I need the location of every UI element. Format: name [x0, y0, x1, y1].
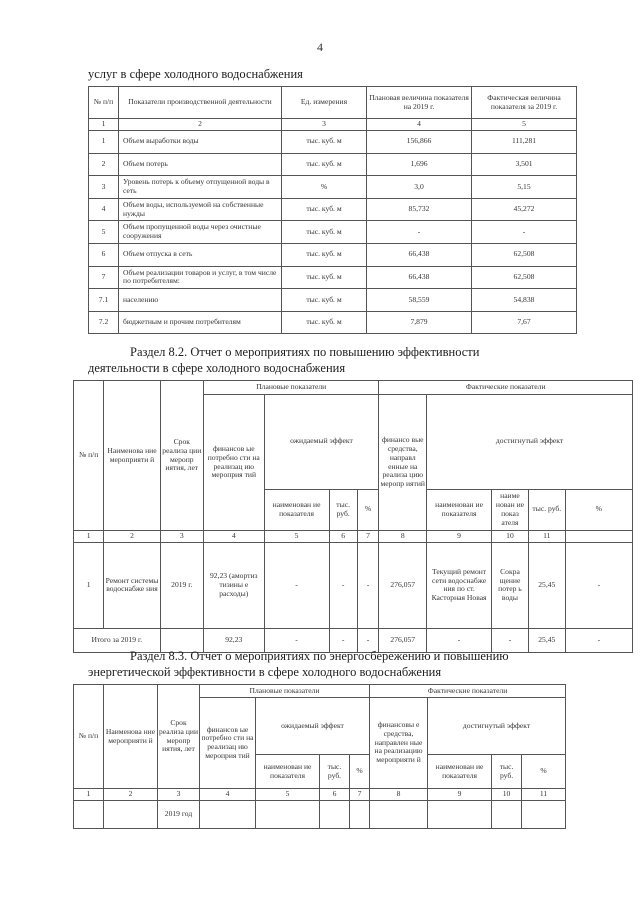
effect-unit-header: тыс. руб.: [320, 755, 350, 789]
section2-heading-line1: Раздел 8.2. Отчет о мероприятиях по повышению эффективности: [130, 345, 480, 359]
row-cell: [320, 800, 350, 828]
efficiency-measures-table: [73, 380, 633, 653]
row-effect-name: -: [264, 542, 329, 628]
row-number: 1: [89, 131, 119, 154]
column-number: 10: [492, 789, 522, 801]
total-fact-finance: 276,057: [379, 628, 427, 652]
section3-heading-line2: энергетической эффективности в сфере холодного водоснабжения: [88, 665, 442, 679]
row-plan: 66,438: [367, 266, 472, 289]
column-number: 3: [282, 119, 367, 131]
row-number: [74, 800, 104, 828]
achieved-unit-header: тыс. руб.: [492, 755, 522, 789]
column-number: 1: [74, 531, 104, 543]
col-term-header: Срок реализа ции меропр иятия, лет: [160, 381, 203, 531]
achieved-name-header: наименован ие показателя: [427, 489, 492, 530]
column-number: 1: [74, 789, 104, 801]
table-row: [89, 131, 577, 154]
column-number: 2: [119, 119, 282, 131]
column-number: 11: [528, 531, 565, 543]
column-number: 5: [264, 531, 329, 543]
row-unit: тыс. куб. м: [282, 266, 367, 289]
row-plan: 66,438: [367, 243, 472, 266]
row-number: 3: [89, 176, 119, 199]
row-cell: [492, 800, 522, 828]
row-number: 2: [89, 153, 119, 176]
production-indicators-table: [88, 86, 577, 334]
row-fact: 45,272: [472, 198, 577, 221]
row-cell: [522, 800, 566, 828]
effect-pct-header: %: [357, 489, 379, 530]
expected-effect-header: ожидаемый эффект: [264, 395, 379, 490]
row-name: Уровень потерь к объему отпущенной воды в сеть: [119, 176, 282, 199]
row-name: Объем воды, используемой на собственные нужды: [119, 198, 282, 221]
energy-saving-table: [73, 684, 566, 829]
achieved-unit-header: тыс. руб.: [528, 489, 565, 530]
row-number: 5: [89, 221, 119, 244]
row-fact: -: [472, 221, 577, 244]
effect-name-header: наименован ие показателя: [264, 489, 329, 530]
row-unit: %: [282, 176, 367, 199]
row-unit: тыс. куб. м: [282, 153, 367, 176]
row-name: Объем потерь: [119, 153, 282, 176]
column-number: 7: [357, 531, 379, 543]
table-row: [89, 289, 577, 312]
col-number-header: № п/п: [74, 381, 104, 531]
row-unit: тыс. куб. м: [282, 198, 367, 221]
column-number: 8: [379, 531, 427, 543]
row-cell: [428, 800, 492, 828]
total-effect-pct: -: [357, 628, 379, 652]
column-number: 7: [350, 789, 370, 801]
fact-finance-header: финансо вые средства, направл енные на реализа цию меропр иятий: [379, 395, 427, 531]
column-number: 2: [104, 531, 160, 543]
row-plan: 156,866: [367, 131, 472, 154]
row-unit: тыс. куб. м: [282, 131, 367, 154]
row-fact: 62,508: [472, 266, 577, 289]
row-name: Объем выработки воды: [119, 131, 282, 154]
row-plan: 85,732: [367, 198, 472, 221]
total-achieved-unit: 25,45: [528, 628, 565, 652]
actual-header: Фактические показатели: [370, 685, 566, 698]
achieved-natural-header: наиме нован ие показ ателя: [492, 489, 529, 530]
table-row: [89, 243, 577, 266]
page-number: 4: [317, 40, 323, 54]
header-cell: № п/п: [89, 87, 119, 119]
column-number: 9: [428, 789, 492, 801]
column-number: 5: [256, 789, 320, 801]
total-achieved-name: -: [427, 628, 492, 652]
total-achieved-natural: -: [492, 628, 529, 652]
row-plan: 1,696: [367, 153, 472, 176]
row-cell: [350, 800, 370, 828]
planned-header: Плановые показатели: [200, 685, 370, 698]
row-unit: тыс. куб. м: [282, 221, 367, 244]
column-number: 4: [200, 789, 256, 801]
table-row: [89, 176, 577, 199]
table-row: [89, 153, 577, 176]
expected-effect-header: ожидаемый эффект: [256, 698, 370, 755]
table-row: [89, 266, 577, 289]
row-fact: 111,281: [472, 131, 577, 154]
row-name: Ремонт системы водоснабже ния: [104, 542, 160, 628]
column-number: 6: [329, 531, 357, 543]
table-header-row: [89, 87, 577, 119]
total-effect-unit: -: [329, 628, 357, 652]
achieved-effect-header: достигнутый эффект: [427, 395, 633, 490]
table-row: [89, 311, 577, 334]
column-numbering-row: [74, 789, 566, 801]
row-plan-finance: 92,23 (амортиз тизины е расходы): [203, 542, 264, 628]
effect-unit-header: тыс. руб.: [329, 489, 357, 530]
row-name: Объем реализации товаров и услуг, в том числе по потребителям:: [119, 266, 282, 289]
row-fact: 7,67: [472, 311, 577, 334]
col-term-header: Срок реализа ции меропр иятия, лет: [158, 685, 200, 789]
planned-header: Плановые показатели: [203, 381, 378, 395]
row-unit: тыс. куб. м: [282, 243, 367, 266]
effect-name-header: наименован ие показателя: [256, 755, 320, 789]
fact-finance-header: финансовы е средства, направлен ные на реализацию мероприяти й: [370, 698, 428, 789]
row-name: бюджетным и прочим потребителям: [119, 311, 282, 334]
row-achieved-pct: -: [565, 542, 632, 628]
row-fact: 62,508: [472, 243, 577, 266]
row-plan: 3,0: [367, 176, 472, 199]
column-number: 1: [89, 119, 119, 131]
col-name-header: Наименова ние мероприяти й: [104, 685, 158, 789]
row-number: 1: [74, 542, 104, 628]
column-number: 3: [160, 531, 203, 543]
section1-heading: услуг в сфере холодного водоснабжения: [88, 67, 303, 81]
row-name: населению: [119, 289, 282, 312]
column-number: 11: [522, 789, 566, 801]
table-row: [89, 221, 577, 244]
row-plan: 58,559: [367, 289, 472, 312]
header-cell: Плановая величина показателя на 2019 г.: [367, 87, 472, 119]
total-effect-name: -: [264, 628, 329, 652]
header-cell: Показатели производственной деятельности: [119, 87, 282, 119]
row-number: 7.2: [89, 311, 119, 334]
column-number: 4: [367, 119, 472, 131]
column-numbering-row: [74, 531, 633, 543]
achieved-pct-header: %: [522, 755, 566, 789]
column-number: [565, 531, 632, 543]
row-fact: 3,501: [472, 153, 577, 176]
total-label: Итого за 2019 г.: [74, 628, 161, 652]
section3-heading-line1: Раздел 8.3. Отчет о мероприятиях по энергосбережению и повышению: [130, 649, 509, 663]
row-fact: 54,838: [472, 289, 577, 312]
actual-header: Фактические показатели: [379, 381, 633, 395]
total-achieved-pct: -: [565, 628, 632, 652]
row-fact: 5,15: [472, 176, 577, 199]
row-number: 7.1: [89, 289, 119, 312]
column-number: 3: [158, 789, 200, 801]
row-name: Объем отпуска в сеть: [119, 243, 282, 266]
row-plan: -: [367, 221, 472, 244]
table-body: [89, 131, 577, 334]
row-fact-finance: 276,057: [379, 542, 427, 628]
row-cell: [256, 800, 320, 828]
col-number-header: № п/п: [74, 685, 104, 789]
row-term: 2019 год: [158, 800, 200, 828]
row-effect-unit: -: [329, 542, 357, 628]
row-unit: тыс. куб. м: [282, 289, 367, 312]
column-number: 5: [472, 119, 577, 131]
table-row: [74, 542, 633, 628]
effect-pct-header: %: [350, 755, 370, 789]
row-name: Объем пропущенной воды через очистные сооружения: [119, 221, 282, 244]
column-number: 8: [370, 789, 428, 801]
row-effect-pct: -: [357, 542, 379, 628]
row-name: [104, 800, 158, 828]
row-number: 6: [89, 243, 119, 266]
row-plan: 7,879: [367, 311, 472, 334]
plan-finance-header: финансов ые потребно сти на реализац ию мероприя тий: [203, 395, 264, 531]
column-number: 2: [104, 789, 158, 801]
plan-finance-header: финансов ые потребно сти на реализац ию мероприя тий: [200, 698, 256, 789]
row-cell: [200, 800, 256, 828]
table-row: [74, 800, 566, 828]
row-unit: тыс. куб. м: [282, 311, 367, 334]
row-achieved-name: Текущий ремонт сети водоснабже ния по ст. Касторная Новая: [427, 542, 492, 628]
total-plan-finance: 92,23: [203, 628, 264, 652]
section2-heading-line2: деятельности в сфере холодного водоснабжения: [88, 361, 346, 375]
row-number: 4: [89, 198, 119, 221]
row-achieved-natural: Сокра щение потер ь воды: [492, 542, 529, 628]
header-cell: Ед. измерения: [282, 87, 367, 119]
column-number: 9: [427, 531, 492, 543]
column-number: 10: [492, 531, 529, 543]
row-number: 7: [89, 266, 119, 289]
achieved-name-header: наименован ие показателя: [428, 755, 492, 789]
col-name-header: Наименова ние мероприяти й: [104, 381, 160, 531]
header-cell: Фактическая величина показателя за 2019 г.: [472, 87, 577, 119]
row-cell: [370, 800, 428, 828]
column-number: 4: [203, 531, 264, 543]
row-term: 2019 г.: [160, 542, 203, 628]
achieved-pct-header: %: [565, 489, 632, 530]
row-achieved-unit: 25,45: [528, 542, 565, 628]
achieved-effect-header: достигнутый эффект: [428, 698, 566, 755]
table-row: [89, 198, 577, 221]
column-numbering-row: [89, 119, 577, 131]
column-number: 6: [320, 789, 350, 801]
